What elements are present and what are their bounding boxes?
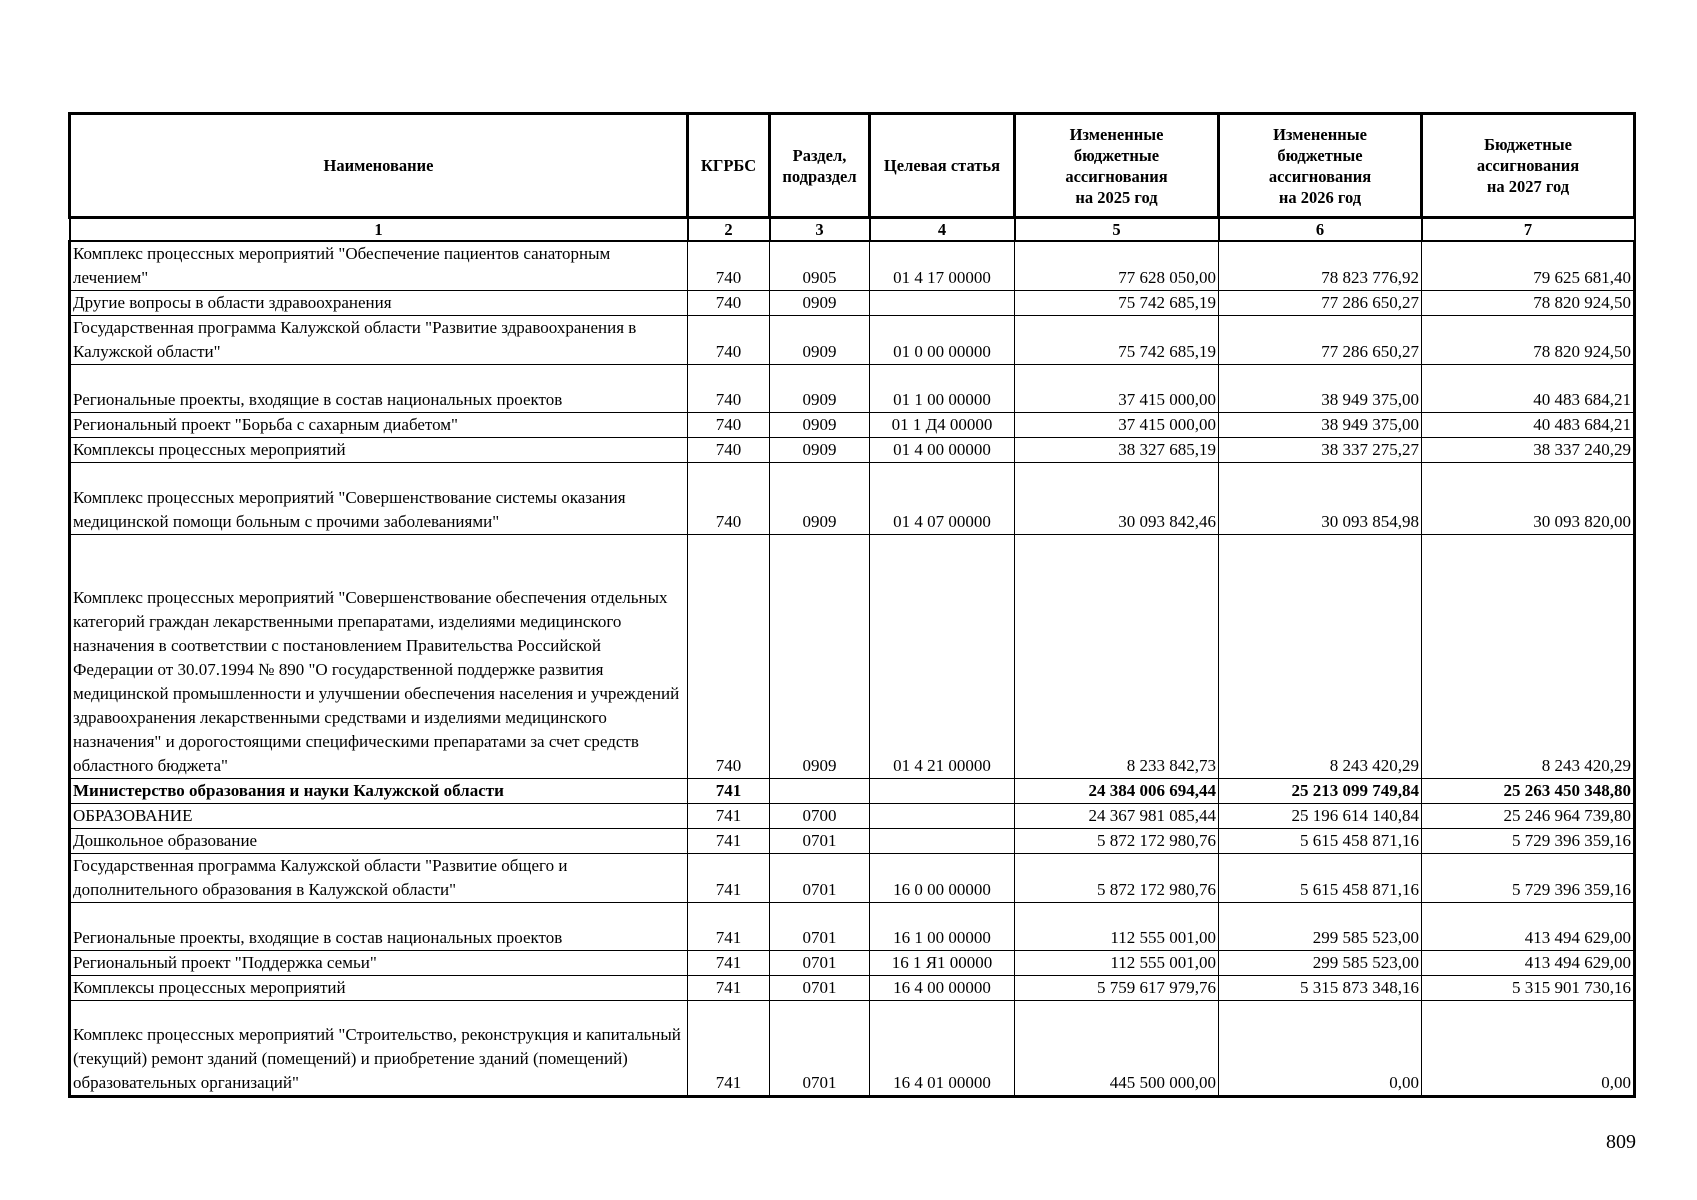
- cell-2027: 413 494 629,00: [1422, 903, 1635, 951]
- cell-kgrbs: 741: [688, 854, 770, 903]
- column-number: 6: [1219, 218, 1422, 242]
- cell-section: 0701: [770, 951, 870, 976]
- cell-kgrbs: 740: [688, 316, 770, 365]
- cell-2026: 77 286 650,27: [1219, 291, 1422, 316]
- cell-kgrbs: 741: [688, 976, 770, 1001]
- column-number: 2: [688, 218, 770, 242]
- cell-target: [870, 804, 1015, 829]
- cell-2026: 30 093 854,98: [1219, 463, 1422, 535]
- cell-2027: 40 483 684,21: [1422, 413, 1635, 438]
- cell-target: 16 1 Я1 00000: [870, 951, 1015, 976]
- cell-kgrbs: 741: [688, 951, 770, 976]
- cell-name: Комплексы процессных мероприятий: [70, 438, 688, 463]
- cell-2027: 413 494 629,00: [1422, 951, 1635, 976]
- cell-section: 0701: [770, 829, 870, 854]
- cell-2027: 78 820 924,50: [1422, 316, 1635, 365]
- cell-kgrbs: 740: [688, 438, 770, 463]
- cell-2027: 30 093 820,00: [1422, 463, 1635, 535]
- cell-2026: 78 823 776,92: [1219, 241, 1422, 291]
- cell-target: 16 4 00 00000: [870, 976, 1015, 1001]
- cell-kgrbs: 741: [688, 1001, 770, 1097]
- table-row: [70, 976, 1635, 1001]
- cell-name: Другие вопросы в области здравоохранения: [70, 291, 688, 316]
- cell-2026: 8 243 420,29: [1219, 535, 1422, 779]
- cell-2026: 5 315 873 348,16: [1219, 976, 1422, 1001]
- table-row: [70, 463, 1635, 535]
- table-row: [70, 316, 1635, 365]
- cell-2025: 112 555 001,00: [1015, 951, 1219, 976]
- cell-kgrbs: 741: [688, 903, 770, 951]
- cell-name: Государственная программа Калужской области "Развитие общего и дополнительного образования в Калужской области": [70, 854, 688, 903]
- cell-kgrbs: 741: [688, 804, 770, 829]
- cell-2027: 40 483 684,21: [1422, 365, 1635, 413]
- cell-target: 16 1 00 00000: [870, 903, 1015, 951]
- cell-name: Дошкольное образование: [70, 829, 688, 854]
- table-row: [70, 951, 1635, 976]
- header-2026: Измененные бюджетные ассигнования на 2026 год: [1219, 114, 1422, 218]
- cell-2026: 0,00: [1219, 1001, 1422, 1097]
- table-row: [70, 829, 1635, 854]
- cell-2026: 5 615 458 871,16: [1219, 854, 1422, 903]
- cell-2025: 30 093 842,46: [1015, 463, 1219, 535]
- cell-2027: 25 263 450 348,80: [1422, 779, 1635, 804]
- budget-table: [68, 112, 1636, 1098]
- cell-2025: 8 233 842,73: [1015, 535, 1219, 779]
- header-kgrbs: КГРБС: [688, 114, 770, 218]
- column-number: 4: [870, 218, 1015, 242]
- table-row: [70, 438, 1635, 463]
- cell-target: 01 4 07 00000: [870, 463, 1015, 535]
- cell-section: 0700: [770, 804, 870, 829]
- cell-target: [870, 291, 1015, 316]
- cell-section: 0909: [770, 463, 870, 535]
- cell-kgrbs: 740: [688, 291, 770, 316]
- cell-2025: 24 367 981 085,44: [1015, 804, 1219, 829]
- cell-2026: 299 585 523,00: [1219, 903, 1422, 951]
- cell-section: 0905: [770, 241, 870, 291]
- cell-2027: 8 243 420,29: [1422, 535, 1635, 779]
- cell-kgrbs: 740: [688, 413, 770, 438]
- column-number: 5: [1015, 218, 1219, 242]
- table-row: [70, 291, 1635, 316]
- cell-target: [870, 829, 1015, 854]
- table-row: [70, 779, 1635, 804]
- cell-target: 01 4 21 00000: [870, 535, 1015, 779]
- cell-name: Региональные проекты, входящие в состав национальных проектов: [70, 903, 688, 951]
- cell-2025: 75 742 685,19: [1015, 291, 1219, 316]
- cell-2026: 38 337 275,27: [1219, 438, 1422, 463]
- cell-section: 0909: [770, 291, 870, 316]
- cell-2027: 25 246 964 739,80: [1422, 804, 1635, 829]
- cell-kgrbs: 741: [688, 829, 770, 854]
- cell-section: 0701: [770, 976, 870, 1001]
- table-body: [70, 241, 1635, 1097]
- cell-section: 0909: [770, 413, 870, 438]
- table-row: [70, 854, 1635, 903]
- cell-name: Региональный проект "Поддержка семьи": [70, 951, 688, 976]
- cell-2026: 77 286 650,27: [1219, 316, 1422, 365]
- cell-target: 01 1 00 00000: [870, 365, 1015, 413]
- cell-2027: 38 337 240,29: [1422, 438, 1635, 463]
- column-numbers-row: [70, 218, 1635, 242]
- cell-2027: 5 729 396 359,16: [1422, 854, 1635, 903]
- cell-2027: 78 820 924,50: [1422, 291, 1635, 316]
- cell-section: 0701: [770, 854, 870, 903]
- cell-2025: 24 384 006 694,44: [1015, 779, 1219, 804]
- cell-section: [770, 779, 870, 804]
- table-row: [70, 804, 1635, 829]
- cell-kgrbs: 740: [688, 535, 770, 779]
- cell-name: Комплекс процессных мероприятий "Совершенствование системы оказания медицинской помощи больным с прочими заболеваниями": [70, 463, 688, 535]
- header-2027: Бюджетные ассигнования на 2027 год: [1422, 114, 1635, 218]
- cell-section: 0909: [770, 365, 870, 413]
- cell-section: 0701: [770, 903, 870, 951]
- cell-section: 0909: [770, 316, 870, 365]
- cell-name: Региональный проект "Борьба с сахарным диабетом": [70, 413, 688, 438]
- cell-target: [870, 779, 1015, 804]
- cell-2025: 445 500 000,00: [1015, 1001, 1219, 1097]
- cell-2025: 38 327 685,19: [1015, 438, 1219, 463]
- header-row: [70, 114, 1635, 218]
- cell-2025: 77 628 050,00: [1015, 241, 1219, 291]
- cell-name: Комплекс процессных мероприятий "Совершенствование обеспечения отдельных категорий граждан лекарственными препаратами, изделиями медицинского назначения в соответствии с постановлением Правительства Российской Федерации от 30.07.1994 № 890 "О государственной поддержке развития медицинской промышленности и улучшении обеспечения населения и учреждений здравоохранения лекарственными средствами и изделиями медицинского назначения" и дорогостоящими специфическими препаратами за счет средств областного бюджета": [70, 535, 688, 779]
- header-2025: Измененные бюджетные ассигнования на 2025 год: [1015, 114, 1219, 218]
- cell-2025: 75 742 685,19: [1015, 316, 1219, 365]
- cell-2026: 38 949 375,00: [1219, 365, 1422, 413]
- cell-2025: 112 555 001,00: [1015, 903, 1219, 951]
- cell-2026: 38 949 375,00: [1219, 413, 1422, 438]
- table-row: [70, 241, 1635, 291]
- cell-2025: 5 872 172 980,76: [1015, 829, 1219, 854]
- cell-2025: 5 759 617 979,76: [1015, 976, 1219, 1001]
- cell-name: Региональные проекты, входящие в состав национальных проектов: [70, 365, 688, 413]
- cell-2027: 5 729 396 359,16: [1422, 829, 1635, 854]
- cell-2026: 299 585 523,00: [1219, 951, 1422, 976]
- cell-name: Комплекс процессных мероприятий "Обеспечение пациентов санаторным лечением": [70, 241, 688, 291]
- table-row: [70, 1001, 1635, 1097]
- cell-kgrbs: 740: [688, 365, 770, 413]
- cell-2026: 25 196 614 140,84: [1219, 804, 1422, 829]
- cell-target: 01 4 17 00000: [870, 241, 1015, 291]
- cell-target: 01 0 00 00000: [870, 316, 1015, 365]
- table-row: [70, 903, 1635, 951]
- header-name: Наименование: [70, 114, 688, 218]
- cell-2027: 5 315 901 730,16: [1422, 976, 1635, 1001]
- cell-name: ОБРАЗОВАНИЕ: [70, 804, 688, 829]
- cell-2026: 5 615 458 871,16: [1219, 829, 1422, 854]
- cell-2026: 25 213 099 749,84: [1219, 779, 1422, 804]
- cell-name: Государственная программа Калужской области "Развитие здравоохранения в Калужской области": [70, 316, 688, 365]
- table-row: [70, 413, 1635, 438]
- cell-section: 0701: [770, 1001, 870, 1097]
- cell-2025: 37 415 000,00: [1015, 413, 1219, 438]
- cell-name: Министерство образования и науки Калужской области: [70, 779, 688, 804]
- cell-target: 01 4 00 00000: [870, 438, 1015, 463]
- table-row: [70, 365, 1635, 413]
- cell-kgrbs: 740: [688, 241, 770, 291]
- cell-2027: 79 625 681,40: [1422, 241, 1635, 291]
- cell-target: 16 4 01 00000: [870, 1001, 1015, 1097]
- cell-kgrbs: 741: [688, 779, 770, 804]
- column-number: 3: [770, 218, 870, 242]
- column-number: 1: [70, 218, 688, 242]
- cell-target: 01 1 Д4 00000: [870, 413, 1015, 438]
- cell-kgrbs: 740: [688, 463, 770, 535]
- cell-section: 0909: [770, 535, 870, 779]
- cell-2025: 37 415 000,00: [1015, 365, 1219, 413]
- cell-name: Комплекс процессных мероприятий "Строительство, реконструкция и капитальный (текущий) ремонт зданий (помещений) и приобретение зданий (помещений) образовательных организаций": [70, 1001, 688, 1097]
- column-number: 7: [1422, 218, 1635, 242]
- page-number: 809: [1606, 1131, 1636, 1153]
- header-section: Раздел, подраздел: [770, 114, 870, 218]
- cell-name: Комплексы процессных мероприятий: [70, 976, 688, 1001]
- cell-2027: 0,00: [1422, 1001, 1635, 1097]
- header-target: Целевая статья: [870, 114, 1015, 218]
- cell-section: 0909: [770, 438, 870, 463]
- cell-target: 16 0 00 00000: [870, 854, 1015, 903]
- cell-2025: 5 872 172 980,76: [1015, 854, 1219, 903]
- table-row: [70, 535, 1635, 779]
